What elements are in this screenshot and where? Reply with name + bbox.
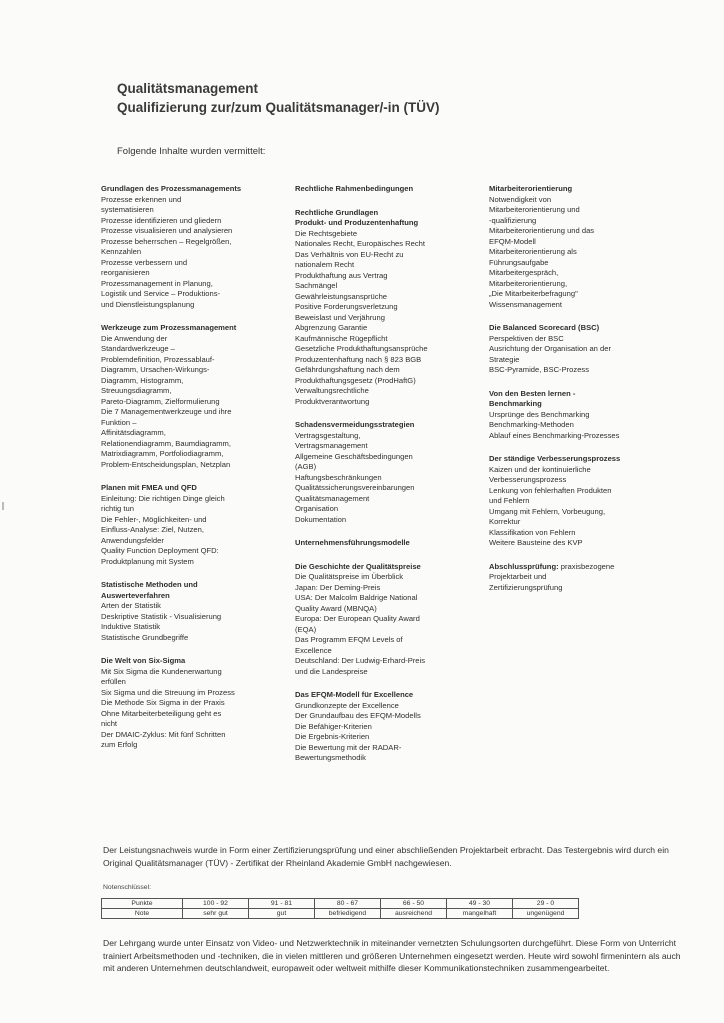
- table-cell: ausreichend: [381, 909, 447, 919]
- section-line: Problemdefinition, Prozessablauf-: [101, 354, 215, 364]
- table-cell: 80 - 67: [315, 899, 381, 909]
- section-line: Kaizen und der kontinuierliche: [489, 464, 591, 474]
- section-heading-line: [489, 562, 639, 573]
- section-line: richtig tun: [101, 504, 134, 513]
- section-line: Problem-Entscheidungsplan, Netzplan: [101, 459, 231, 469]
- section-line: Induktive Statistik: [101, 622, 161, 631]
- section-line: Ablauf eines Benchmarking-Prozesses: [489, 430, 620, 440]
- section-line: Diagramm, Histogramm,: [101, 375, 184, 385]
- scan-edge-mark: [2, 502, 4, 510]
- section-line: Der DMAIC-Zyklus: Mit fünf Schritten: [101, 729, 226, 739]
- closing-paragraph: Der Lehrgang wurde unter Einsatz von Video- und Netzwerktechnik in miteinander vernetzten Schulungsorten durchgeführt. Diese Form von Unterricht trainiert Arbeitsmethoden und -techniken, die in vielen mittleren und größeren Unternehmen eingesetzt werden. Heute wird sowohl firmenintern als auch mit anderen Unternehmen deutschlandweit, europaweit oder weltweit mithilfe dieser Kommunikationstechniken zusammengearbeitet.: [103, 938, 681, 974]
- content-section: [101, 580, 276, 643]
- section-line: BSC-Pyramide, BSC-Prozess: [489, 365, 590, 374]
- section-heading: Der ständige Verbesserungsprozess: [489, 454, 621, 463]
- section-heading: Die Geschichte der Qualitätspreise: [295, 561, 421, 571]
- section-line: USA: Der Malcolm Baldrige National: [295, 593, 418, 602]
- section-line: Logistik und Service – Produktions-: [101, 289, 221, 298]
- section-line: Perspektiven der BSC: [489, 333, 564, 343]
- section-heading: Mitarbeiterorientierung: [489, 184, 573, 193]
- section-line: Excellence: [295, 645, 332, 655]
- section-heading-suffix: praxisbezogene: [558, 561, 615, 571]
- section-line: Strategie: [489, 354, 520, 364]
- section-heading: Die Welt von Six-Sigma: [101, 656, 186, 665]
- section-line: Pareto-Diagramm, Zielformulierung: [101, 396, 220, 406]
- table-cell: Punkte: [102, 899, 183, 909]
- section-line: nationalem Recht: [295, 260, 355, 269]
- section-line: Qualitätssicherungsvereinbarungen: [295, 483, 415, 492]
- table-cell: 91 - 81: [249, 899, 315, 909]
- table-cell: Note: [102, 909, 183, 919]
- section-line: Zertifizierungsprüfung: [489, 582, 563, 592]
- section-heading: Planen mit FMEA und QFD: [101, 483, 197, 492]
- section-line: Lenkung von fehlerhaften Produkten: [489, 485, 612, 495]
- section-line: Organisation: [295, 504, 339, 513]
- section-line: Mitarbeiterorientierung,: [489, 278, 568, 288]
- table-cell: befriedigend: [315, 909, 381, 919]
- content-section: [295, 208, 475, 408]
- section-line: systematisieren: [101, 205, 154, 214]
- section-heading: Statistische Methoden und: [101, 580, 198, 589]
- table-cell: 100 - 92: [183, 899, 249, 909]
- content-section: [101, 184, 276, 310]
- section-line: Deskriptive Statistik - Visualisierung: [101, 611, 222, 621]
- section-line: Gewährleistungsansprüche: [295, 291, 388, 301]
- section-line: Dokumentation: [295, 514, 347, 524]
- section-line: und Fehlern: [489, 496, 530, 505]
- content-column-3: [489, 184, 639, 606]
- section-heading: Werkzeuge zum Prozessmanagement: [101, 323, 237, 332]
- table-cell: mangelhaft: [447, 909, 513, 919]
- content-section: [295, 690, 475, 764]
- section-line: Kaufmännische Rügepflicht: [295, 333, 388, 343]
- grade-table-row-grades: [102, 909, 579, 919]
- section-heading: Die Balanced Scorecard (BSC): [489, 323, 600, 332]
- grade-table: [101, 898, 579, 919]
- section-line: Führungsaufgabe: [489, 257, 549, 267]
- section-line: -qualifizierung: [489, 215, 537, 225]
- section-line: Verwaltungsrechtliche: [295, 386, 369, 395]
- table-cell: 29 - 0: [513, 899, 579, 909]
- section-line: Matrixdiagramm, Portfoliodiagramm,: [101, 449, 224, 458]
- section-line: Ursprünge des Benchmarking: [489, 409, 590, 419]
- section-line: Prozessmanagement in Planung,: [101, 278, 213, 288]
- section-line: Vertragsmanagement: [295, 441, 368, 450]
- content-section: [489, 454, 639, 549]
- content-column-1: [101, 184, 276, 764]
- section-line: Six Sigma und die Streuung im Prozess: [101, 687, 235, 697]
- content-section: [295, 562, 475, 678]
- section-line: Prozesse identifizieren und gliedern: [101, 215, 222, 225]
- content-section: [101, 656, 276, 751]
- section-line: Produkthaftung aus Vertrag: [295, 270, 388, 280]
- title-line-1: Qualitätsmanagement: [117, 81, 259, 96]
- section-line: Prozesse erkennen und: [101, 194, 182, 204]
- section-line: Der Grundaufbau des EFQM-Modells: [295, 711, 421, 720]
- section-line: Die Qualitätspreise im Überblick: [295, 572, 404, 581]
- section-heading: Von den Besten lernen -: [489, 388, 576, 398]
- section-line: Arten der Statistik: [101, 601, 161, 610]
- section-line: Gesetzliche Produkthaftungsansprüche: [295, 344, 428, 353]
- section-line: Notwendigkeit von: [489, 194, 552, 204]
- section-line: Prozesse beherrschen – Regelgrößen,: [101, 236, 232, 246]
- section-line: Mitarbeiterorientierung und: [489, 205, 580, 214]
- section-line: (AGB): [295, 462, 317, 471]
- section-line: EFQM-Modell: [489, 236, 536, 246]
- section-line: Wissensmanagement: [489, 299, 563, 309]
- section-heading: Auswerteverfahren: [101, 590, 170, 600]
- section-line: Die Rechtsgebiete: [295, 228, 358, 238]
- section-line: Statistische Grundbegriffe: [101, 632, 189, 642]
- section-heading: Rechtliche Rahmenbedingungen: [295, 184, 414, 193]
- content-section: [489, 389, 639, 442]
- section-line: Bewertungsmethodik: [295, 753, 366, 762]
- section-heading: Schadensvermeidungsstrategien: [295, 420, 415, 429]
- content-section: [295, 538, 475, 549]
- section-line: Gefährdungshaftung nach dem: [295, 365, 400, 374]
- section-line: Produkthaftungsgesetz (ProdHaftG): [295, 375, 416, 385]
- content-section: [295, 420, 475, 525]
- section-line: nicht: [101, 719, 118, 728]
- section-line: Die Anwendung der: [101, 333, 168, 343]
- section-line: „Die Mitarbeiterbefragung": [489, 289, 578, 298]
- section-line: Benchmarking-Methoden: [489, 420, 574, 429]
- section-line: und die Landespreise: [295, 666, 368, 676]
- section-line: Beweislast und Verjährung: [295, 312, 385, 322]
- section-line: Prozesse visualisieren und analysieren: [101, 226, 233, 235]
- section-line: Die 7 Managementwerkzeuge und ihre: [101, 407, 232, 416]
- section-heading: Das EFQM-Modell für Excellence: [295, 690, 414, 699]
- section-heading: Abschlussprüfung:: [489, 561, 559, 571]
- certification-note: Der Leistungsnachweis wurde in Form einer Zertifizierungsprüfung und einer abschließenden Projektarbeit erbracht. Das Testergebnis wird durch ein Original Qualitätsmanager (TÜV) - Zertifikat der Rheinland Akademie GmbH nachgewiesen.: [103, 845, 669, 868]
- table-cell: 49 - 30: [447, 899, 513, 909]
- section-line: zum Erfolg: [101, 740, 138, 749]
- content-section: [101, 483, 276, 567]
- section-line: Abgrenzung Garantie: [295, 323, 368, 332]
- section-line: Die Bewertung mit der RADAR-: [295, 742, 402, 752]
- section-line: Diagramm, Ursachen-Wirkungs-: [101, 365, 210, 374]
- section-line: Produzentenhaftung nach § 823 BGB: [295, 354, 422, 364]
- section-line: Positive Forderungsverletzung: [295, 302, 398, 311]
- section-heading: Grundlagen des Prozessmanagements: [101, 184, 242, 193]
- section-line: Standardwerkzeuge –: [101, 344, 175, 353]
- section-line: Qualitätsmanagement: [295, 493, 370, 503]
- section-line: Mit Six Sigma die Kundenerwartung: [101, 666, 222, 676]
- content-section: [489, 184, 639, 310]
- section-line: Quality Function Deployment QFD:: [101, 546, 219, 555]
- section-line: Einfluss-Analyse: Ziel, Nutzen,: [101, 525, 204, 534]
- section-heading: Produkt- und Produzentenhaftung: [295, 218, 419, 227]
- section-line: Mitarbeitergespräch,: [489, 268, 559, 277]
- section-line: Streuungsdiagramm,: [101, 386, 172, 395]
- section-line: Projektarbeit und: [489, 572, 547, 581]
- table-cell: gut: [249, 909, 315, 919]
- section-line: Sachmängel: [295, 281, 338, 290]
- section-line: Allgemeine Geschäftsbedingungen: [295, 451, 413, 461]
- section-line: Einleitung: Die richtigen Dinge gleich: [101, 493, 225, 503]
- section-line: Die Fehler-, Möglichkeiten- und: [101, 514, 207, 524]
- section-line: Quality Award (MBNQA): [295, 603, 377, 613]
- section-heading: Benchmarking: [489, 399, 542, 408]
- content-section: [489, 562, 639, 594]
- section-line: reorganisieren: [101, 268, 150, 277]
- section-line: Japan: Der Deming-Preis: [295, 582, 381, 592]
- section-line: Das Programm EFQM Levels of: [295, 635, 403, 644]
- section-line: Die Ergebnis-Kriterien: [295, 732, 370, 741]
- section-line: und Dienstleistungsplanung: [101, 299, 195, 309]
- content-column-2: [295, 184, 475, 777]
- section-line: Verbesserungsprozess: [489, 475, 567, 484]
- grade-table-row-points: [102, 899, 579, 909]
- grade-key-label: Notenschlüssel:: [103, 884, 151, 891]
- document-title: [117, 79, 440, 117]
- title-line-2: Qualifizierung zur/zum Qualitätsmanager/-in (TÜV): [117, 100, 440, 115]
- section-line: Klassifikation von Fehlern: [489, 527, 576, 537]
- section-line: Kennzahlen: [101, 247, 142, 256]
- section-line: Grundkonzepte der Excellence: [295, 700, 399, 710]
- content-section: [101, 323, 276, 470]
- section-line: (EQA): [295, 624, 317, 634]
- section-line: Korrektur: [489, 517, 521, 526]
- section-line: Ausrichtung der Organisation an der: [489, 344, 611, 353]
- section-line: Das Verhältnis von EU-Recht zu: [295, 249, 404, 259]
- table-cell: 66 - 50: [381, 899, 447, 909]
- section-line: Vertragsgestaltung,: [295, 430, 361, 440]
- section-line: Ohne Mitarbeiterbeteiligung geht es: [101, 708, 222, 718]
- content-section: [295, 184, 475, 195]
- section-line: Haftungsbeschränkungen: [295, 472, 382, 482]
- section-line: Relationendiagramm, Baumdiagramm,: [101, 438, 231, 448]
- section-line: Anwendungsfelder: [101, 535, 164, 545]
- section-line: Die Methode Six Sigma in der Praxis: [101, 698, 225, 707]
- section-line: Mitarbeiterorientierung als: [489, 247, 577, 256]
- content-section: [489, 323, 639, 376]
- section-line: Deutschland: Der Ludwig-Erhard-Preis: [295, 656, 425, 665]
- section-heading: Rechtliche Grundlagen: [295, 207, 379, 217]
- section-line: Funktion –: [101, 417, 137, 427]
- intro-text: Folgende Inhalte wurden vermittelt:: [117, 146, 266, 157]
- section-line: Produktplanung mit System: [101, 556, 194, 566]
- table-cell: sehr gut: [183, 909, 249, 919]
- section-line: Die Befähiger-Kriterien: [295, 721, 372, 731]
- section-line: Produktverantwortung: [295, 396, 370, 406]
- section-line: Nationales Recht, Europäisches Recht: [295, 239, 426, 248]
- table-cell: ungenügend: [513, 909, 579, 919]
- section-line: Umgang mit Fehlern, Vorbeugung,: [489, 506, 606, 516]
- section-heading: Unternehmensführungsmodelle: [295, 538, 410, 547]
- section-line: erfüllen: [101, 677, 126, 686]
- section-line: Weitere Bausteine des KVP: [489, 538, 583, 547]
- section-line: Affinitätsdiagramm,: [101, 428, 166, 437]
- section-line: Europa: Der European Quality Award: [295, 614, 420, 623]
- section-line: Prozesse verbessern und: [101, 257, 188, 267]
- section-line: Mitarbeiterorientierung und das: [489, 226, 595, 235]
